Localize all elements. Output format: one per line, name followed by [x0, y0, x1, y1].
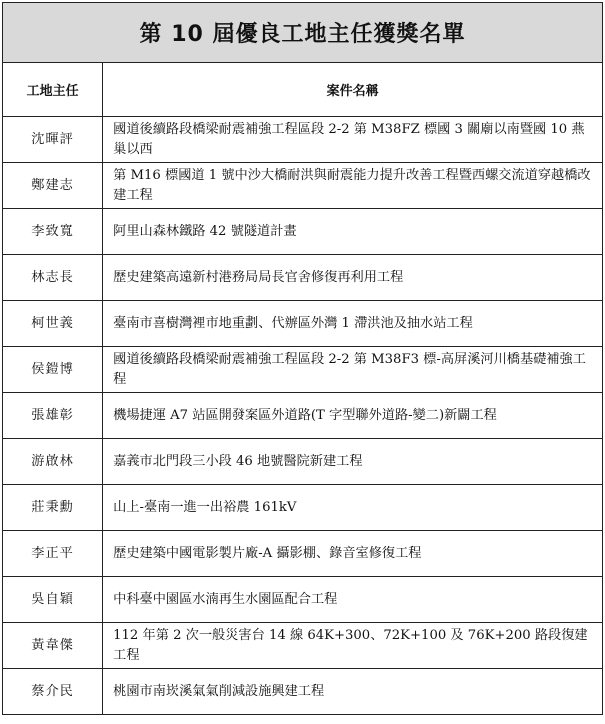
project-name: 歷史建築中國電影製片廠-A 攝影棚、錄音室修復工程	[103, 531, 603, 577]
table-title: 第 10 屆優良工地主任獲獎名單	[3, 3, 603, 63]
project-name: 國道後續路段橋梁耐震補強工程區段 2-2 第 M38FZ 標國 3 關廟以南暨國 10 燕巢以西	[103, 117, 603, 163]
supervisor-name: 蔡介民	[3, 669, 103, 715]
supervisor-name: 黃韋傑	[3, 623, 103, 669]
table-row	[3, 163, 603, 209]
project-name: 阿里山森林鐵路 42 號隧道計畫	[103, 209, 603, 255]
table-row	[3, 669, 603, 715]
table-row	[3, 531, 603, 577]
table-row	[3, 301, 603, 347]
project-name: 歷史建築高遠新村港務局局長官舍修復再利用工程	[103, 255, 603, 301]
table-row	[3, 117, 603, 163]
supervisor-name: 李正平	[3, 531, 103, 577]
supervisor-name: 柯世義	[3, 301, 103, 347]
table-row	[3, 485, 603, 531]
table-row	[3, 577, 603, 623]
project-name: 第 M16 標國道 1 號中沙大橋耐洪與耐震能力提升改善工程暨西螺交流道穿越橋改建工程	[103, 163, 603, 209]
supervisor-name: 鄭建志	[3, 163, 103, 209]
header-project: 案件名稱	[103, 63, 603, 117]
supervisor-name: 林志長	[3, 255, 103, 301]
project-name: 桃園市南崁溪氣氣削減設施興建工程	[103, 669, 603, 715]
table-row	[3, 393, 603, 439]
project-name: 機場捷運 A7 站區開發案區外道路(T 字型聯外道路-變二)新闢工程	[103, 393, 603, 439]
supervisor-name: 莊秉勳	[3, 485, 103, 531]
table-row	[3, 347, 603, 393]
project-name: 112 年第 2 次一般災害台 14 線 64K+300、72K+100 及 76K+200 路段復建工程	[103, 623, 603, 669]
table-row	[3, 209, 603, 255]
project-name: 臺南市喜樹灣裡市地重劃、代辦區外灣 1 滯洪池及抽水站工程	[103, 301, 603, 347]
supervisor-name: 李致寬	[3, 209, 103, 255]
table-row	[3, 623, 603, 669]
project-name: 中科臺中園區水湳再生水園區配合工程	[103, 577, 603, 623]
supervisor-name: 侯鎧博	[3, 347, 103, 393]
supervisor-name: 沈暉評	[3, 117, 103, 163]
supervisor-name: 游啟林	[3, 439, 103, 485]
project-name: 國道後續路段橋梁耐震補強工程區段 2-2 第 M38F3 標-高屏溪河川橋基礎補強工程	[103, 347, 603, 393]
table-row	[3, 255, 603, 301]
award-table	[2, 2, 603, 715]
project-name: 山上-臺南一進一出裕農 161kV	[103, 485, 603, 531]
table-row	[3, 439, 603, 485]
header-row	[3, 63, 603, 117]
supervisor-name: 張雄彰	[3, 393, 103, 439]
supervisor-name: 吳自穎	[3, 577, 103, 623]
project-name: 嘉義市北門段三小段 46 地號醫院新建工程	[103, 439, 603, 485]
header-supervisor: 工地主任	[3, 63, 103, 117]
